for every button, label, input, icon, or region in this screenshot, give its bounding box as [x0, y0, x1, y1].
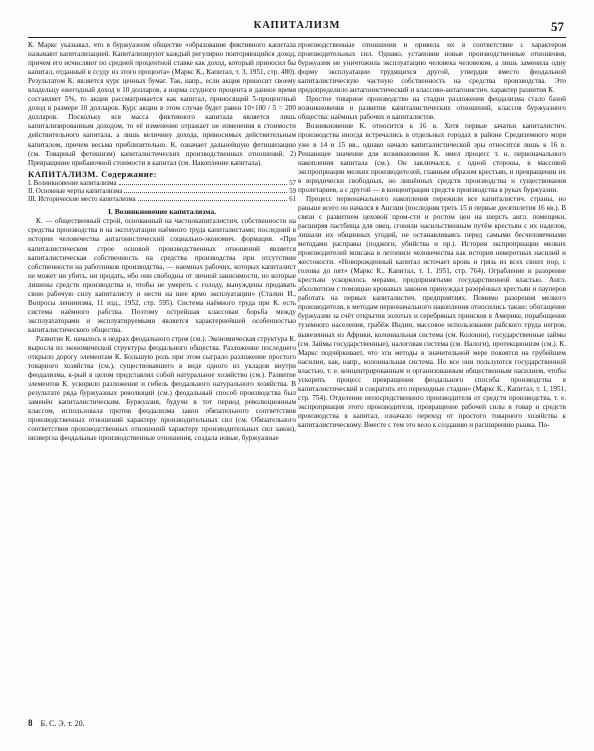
toc-entry[interactable] [28, 196, 296, 204]
signature-mark: 8 [28, 718, 33, 728]
body-paragraph: Процесс первоначального накопления пережили все капиталистич. страны, но раньше всего он начался в Англии (последняя треть 15 и первые десятилетия 16 вв.). В связи с развитием цеховой пром-сти и ростом цен на шерсть англ. помещики, расширяя пастбища для овец, сгоняли насильственным путём крестьян с их наделов, лишали их общинных угодий, не останавливаясь перед самыми бесчеловечными методами расправы (поджоги, убийства и пр.). История экспроприации мелких производителей вписана в летописи человечества как история неверотных насилий и жестокости. «Новорожденный капитал источает кровь и грязь из всех своих пор, с головы до пят» (Маркс К., Капитал, т. 1, 1951, стр. 764). Ограбление и разорение крестьян ускорялось мерами, предпринятыми государственной властью. Англ. абсолютизм с помощью кровавых законов принуждал разорённых крестьян и пауперов работать на первых капиталистич. предприятиях. Помимо разорения мелкого производителя, к методам первоначального накопления относились также: обогащение буржуазии за счёт открытия золотых и серебряных приисков в Америке, порабощение туземного населения, грабёж Индии, массовое использование рабского труда негров, вывезенных из Африки, колониальная система (см. Колонии), государственные займы (см. Займы государственные), налоговая система (см. Налоги), протекционизм (см.). К. Маркс подчёркивает, что эти методы в значительной мере покоятся на грубейшем насилии, как, напр., колониальная система. Но все они пользуются государственной властью, т. е. концентрированным и организованным общественным насилием, чтобы ускорить процесс превращения феодального способа производства в капиталистический и сократить его переходные стадии» (Маркс К., Капитал, т. 1, 1951, стр. 754). Отделение непосредственного производителя от средств производства, т. е. экспроприация этого производителя, превращение рабочей силы в товар и средств производства в капитал, означало переход от простого товарного хозяйства к капиталистическому. Вместе с тем это вело к созданию и расширению рынка. По- [298, 194, 566, 429]
body-paragraph: производственные отношения и привела их в соответствие с характером производительных сил. Однако, установив новые производственные отношения, буржуазия не уничтожила эксплуатацию человека человеком, а лишь заменила одну форму эксплуатации трудящихся другой, утвердив вместо феодальной капиталистическую частную собственность на средства производства. Это предопределило антагонистический и классово-антагонистич. характер развития К. [298, 41, 566, 95]
header-rule [28, 37, 566, 38]
toc-entry-title: III. Исторические место капитализма [28, 196, 136, 204]
body-paragraph: Простое товарное производство на стадии разложения феодализма стало базой возникновения и развития капиталистических отношений, классов буржуазного общества: наёмных рабочих и капиталистов. [298, 95, 566, 122]
toc-entry[interactable] [28, 188, 296, 196]
body-paragraph: Развитие К. началось в недрах феодального строя (см.). Экономическая структура К. выросла из экономической структуры феодального общества. Разложение последнего открыло дорогу элементам К. Большую роль при этом сыграло разложение простого товарного хозяйства (см.), существовавшего в виде одного из укладов внутри феодализма, к-рый в целом представлял собой натуральное хозяйство (см.). Развитие элементов К. ускорило разложение и гибель феодального натурального хозяйства. В результате ряда буржуазных революций (см.) феодальный способ производства был заменён капиталистическим. Буржуазия, будучи в тот период революционным классом, использовала против феодализма закон обязательного соответствия производственных отношений характеру производительных сил (см. Обязательного соответствия производственных отношений характеру производительных сил закон), низвергла феодальные производственные отношения, создала новые, буржуазные [28, 334, 296, 443]
toc-entry[interactable] [28, 180, 296, 188]
edition-mark: Б. С. Э. т. 20. [40, 719, 85, 728]
toc-heading: КАПИТАЛИЗМ. Содержание: [28, 168, 157, 179]
toc-entry-title: II. Основные черты капитализма [28, 187, 123, 195]
page-footer [28, 718, 85, 728]
toc-entry-title: I. Возникновение капитализма [28, 179, 117, 187]
left-column [28, 41, 296, 444]
page-header [28, 20, 566, 34]
section-heading: I. Возникновение капитализма. [107, 207, 217, 217]
toc-entry-page: 59 [289, 187, 296, 195]
toc-leader [138, 200, 288, 201]
body-paragraph: Возникновение К. относится к 16 в. Хотя первые зачатки капиталистич. производства иногда встречались в отдельных городах в районе Средиземного моря уже в 14 и 15 вв., однако начало капиталистической эры относится лишь к 16 в. Решающее значение для возникновения К. имел процесс т. н. первоначального накопления капитала (см.). Он заключался, с одной стороны, в массовой экспроприации мелких производителей, главным образом крестьян, и превращении их в юридически свободных, но лишённых средств производства и существования пролетариев, а с другой — в концентрации средств производства в руках буржуазии. [298, 122, 566, 194]
right-column [298, 41, 566, 430]
toc-entry-page: 61 [289, 196, 296, 204]
page-number: 57 [551, 19, 564, 34]
toc-entry-page: 57 [289, 179, 296, 187]
body-paragraph: К. — общественный строй, основанный на частнокапиталистич. собственности на средства производства и на эксплуатации наёмного труда капиталистами; последний в истории человечества антагонистический социально-экономич. формация. «При капиталистическом строе основой производственных отношений является капиталистическая собственность на средства производства при отсутствии собственности на работников производства, — наемных рабочих, которых капиталист не может ни убить, ни продать, ибо они свободны от личной зависимости, но которые лишены средств производства и, чтобы не умереть с голоду, вынуждены продавать свою рабочую силу капиталисту и нести на шее ярмо эксплуатации» (Сталин И., Вопросы ленинизма, 11 изд., 1952, стр. 595). Система наёмного труда при К. есть система наёмного рабства. Поэтому острейшая классовая борьба между эксплуататорами и эксплуатируемыми является характернейшей особенностью капиталистического общества. [28, 217, 296, 334]
running-title: КАПИТАЛИЗМ [253, 20, 341, 31]
intro-paragraph: К. Маркс указывал, что в буржуазном обществе «образование фиктивного капитала называют капитализацией. Капитализируют каждый регулярно повторяющийся доход, причем его исчисляют по средней процентной ставке как доход, который приносил бы капитал, отданный в ссуду из этого процента» (Маркс К., Капитал, т. 3, 1951, стр. 480). Результатом К. является курс ценных бумаг. Так, напр., если акция приносит своему владельцу ежегодный доход в 10 долларов, а норма ссудного процента в данное время составляет 5%, то акция рассматривается как капитал, приносящий 5-процентный доход в размере 10 долларов. Курс акции в этом случае будет равен 10×100 / 5 = 200 долларов. Поскольку вся масса фиктивного капитала является лишь капитализированным доходом, то её изменение отражает не изменения в стоимости действительного капитала, а лишь величину дохода, приносимых действительным капиталом, причем весьма приблизительно. К. означает дальнейшую фетишизацию (см. Товарный фетишизм) капиталистических производственных отношений. 2) Превращение прибавочной стоимости в капитал (см. Накопление капитала). [28, 41, 296, 167]
toc-leader [124, 192, 287, 193]
table-of-contents [28, 180, 296, 205]
toc-leader [119, 184, 288, 185]
